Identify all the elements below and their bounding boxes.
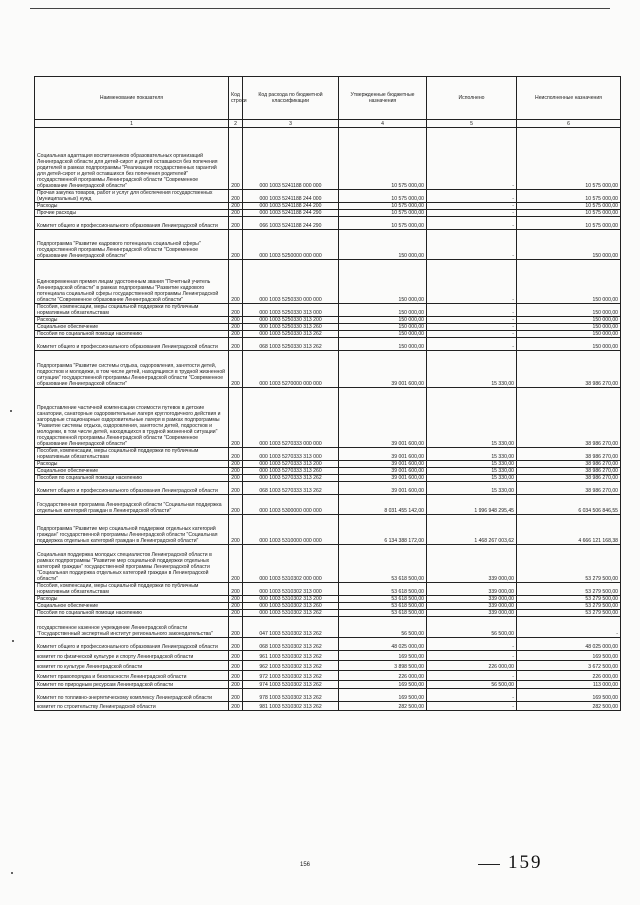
- row-executed-amount: -: [427, 338, 517, 351]
- row-indicator-name: Социальное обеспечение: [35, 324, 229, 331]
- row-unexecuted-amount: 38 986 270,00: [517, 475, 621, 482]
- row-executed-amount: 56 500,00: [427, 617, 517, 638]
- row-indicator-name: Пособия, компенсации, меры социальной поддержки по публичным нормативным обязательствам: [35, 304, 229, 317]
- row-budget-code: 000 1003 5241188 244 200: [243, 203, 339, 210]
- row-approved-amount: 3 898 500,00: [339, 661, 427, 671]
- row-line-code: 200: [229, 128, 243, 190]
- table-row: [35, 338, 621, 351]
- row-unexecuted-amount: 38 986 270,00: [517, 461, 621, 468]
- row-unexecuted-amount: 38 986 270,00: [517, 351, 621, 388]
- row-line-code: 200: [229, 210, 243, 217]
- row-unexecuted-amount: 38 986 270,00: [517, 482, 621, 495]
- table-row: [35, 651, 621, 661]
- row-approved-amount: 10 575 000,00: [339, 210, 427, 217]
- row-executed-amount: -: [427, 128, 517, 190]
- row-indicator-name: Комитет общего и профессионального образования Ленинградской области: [35, 482, 229, 495]
- row-budget-code: 000 1003 5310302 313 260: [243, 603, 339, 610]
- row-executed-amount: -: [427, 638, 517, 651]
- row-line-code: 200: [229, 475, 243, 482]
- row-line-code: 200: [229, 702, 243, 711]
- row-line-code: 200: [229, 203, 243, 210]
- table-row: [35, 610, 621, 617]
- budget-execution-table: [34, 76, 621, 711]
- row-line-code: 200: [229, 317, 243, 324]
- row-executed-amount: 1 996 948 295,45: [427, 495, 517, 515]
- row-executed-amount: -: [427, 671, 517, 681]
- row-unexecuted-amount: 38 986 270,00: [517, 388, 621, 448]
- stamp-dash: [478, 864, 500, 865]
- table-row: [35, 661, 621, 671]
- row-budget-code: 000 1003 5250330 313 260: [243, 324, 339, 331]
- row-budget-code: 068 1003 5250330 313 262: [243, 338, 339, 351]
- table-row: [35, 596, 621, 603]
- table-row: [35, 324, 621, 331]
- row-indicator-name: Расходы: [35, 317, 229, 324]
- row-line-code: 200: [229, 468, 243, 475]
- row-indicator-name: Пособия, компенсации, меры социальной поддержки по публичным нормативным обязательствам: [35, 583, 229, 596]
- row-executed-amount: -: [427, 260, 517, 304]
- page-number: 156: [300, 862, 311, 868]
- table-row: [35, 689, 621, 702]
- row-budget-code: 000 1003 5310302 313 262: [243, 610, 339, 617]
- row-approved-amount: 53 618 500,00: [339, 610, 427, 617]
- table-row: [35, 482, 621, 495]
- table-row: [35, 671, 621, 681]
- row-budget-code: 000 1003 5310302 000 000: [243, 545, 339, 583]
- row-budget-code: 000 1003 5250330 313 262: [243, 331, 339, 338]
- row-indicator-name: Подпрограмма "Развитие мер социальной поддержки отдельных категорий граждан" государственной программы Ленинградской области "Социальная поддержка отдельных категорий граждан в Ленинградской области": [35, 515, 229, 545]
- column-number: 3: [243, 120, 339, 128]
- row-unexecuted-amount: 150 000,00: [517, 324, 621, 331]
- row-line-code: 200: [229, 190, 243, 203]
- header-approved: Утвержденные бюджетные назначения: [339, 77, 427, 120]
- row-line-code: 200: [229, 338, 243, 351]
- row-indicator-name: Комитет правопорядка и безопасности Ленинградской области: [35, 671, 229, 681]
- row-budget-code: 000 1003 5310000 000 000: [243, 515, 339, 545]
- table-row: [35, 515, 621, 545]
- row-executed-amount: 15 330,00: [427, 351, 517, 388]
- column-number: 2: [229, 120, 243, 128]
- row-executed-amount: -: [427, 203, 517, 210]
- row-line-code: 200: [229, 545, 243, 583]
- row-approved-amount: 169 500,00: [339, 689, 427, 702]
- row-unexecuted-amount: 282 500,00: [517, 702, 621, 711]
- row-indicator-name: Комитет по природным ресурсам Ленинградской области: [35, 681, 229, 689]
- row-approved-amount: 39 001 600,00: [339, 448, 427, 461]
- row-indicator-name: Комитет общего и профессионального образования Ленинградской области: [35, 638, 229, 651]
- row-executed-amount: -: [427, 217, 517, 230]
- row-executed-amount: 339 000,00: [427, 545, 517, 583]
- row-budget-code: 000 1003 5310302 313 000: [243, 583, 339, 596]
- table-row: [35, 331, 621, 338]
- row-approved-amount: 150 000,00: [339, 230, 427, 260]
- row-budget-code: 000 1003 5250330 313 000: [243, 304, 339, 317]
- row-executed-amount: 56 500,00: [427, 681, 517, 689]
- scan-speck: [12, 640, 14, 642]
- row-executed-amount: -: [427, 651, 517, 661]
- table-row: [35, 317, 621, 324]
- row-indicator-name: Прочие расходы: [35, 210, 229, 217]
- row-unexecuted-amount: 48 025 000,00: [517, 638, 621, 651]
- row-line-code: 200: [229, 482, 243, 495]
- row-budget-code: 000 1003 5241188 000 000: [243, 128, 339, 190]
- row-approved-amount: 39 001 600,00: [339, 468, 427, 475]
- row-approved-amount: 48 025 000,00: [339, 638, 427, 651]
- row-unexecuted-amount: 53 279 500,00: [517, 603, 621, 610]
- row-line-code: 200: [229, 388, 243, 448]
- table-row: [35, 681, 621, 689]
- header-executed: Исполнено: [427, 77, 517, 120]
- row-approved-amount: 39 001 600,00: [339, 461, 427, 468]
- scan-speck: [11, 872, 13, 874]
- row-unexecuted-amount: 150 000,00: [517, 230, 621, 260]
- row-indicator-name: Подпрограмма "Развитие кадрового потенциала социальной сферы" государственной программы Ленинградской области "Современное образование Ленинградской области": [35, 230, 229, 260]
- row-budget-code: 047 1003 5310302 313 262: [243, 617, 339, 638]
- row-indicator-name: Пособия по социальной помощи населению: [35, 610, 229, 617]
- row-line-code: 200: [229, 583, 243, 596]
- row-indicator-name: комитет по культуре Ленинградской области: [35, 661, 229, 671]
- row-budget-code: 000 1003 5250330 000 000: [243, 260, 339, 304]
- row-approved-amount: 53 618 500,00: [339, 596, 427, 603]
- row-line-code: 200: [229, 304, 243, 317]
- row-line-code: 200: [229, 651, 243, 661]
- row-approved-amount: 10 575 000,00: [339, 128, 427, 190]
- row-indicator-name: Государственная программа Ленинградской области "Социальная поддержка отдельных категорий граждан в Ленинградской области": [35, 495, 229, 515]
- row-budget-code: 000 1003 5270333 313 262: [243, 475, 339, 482]
- row-line-code: 200: [229, 617, 243, 638]
- row-executed-amount: 15 330,00: [427, 461, 517, 468]
- row-executed-amount: 1 468 267 003,62: [427, 515, 517, 545]
- row-indicator-name: Единовременная премия лицам удостоенным звания "Почетный учитель Ленинградской области" в рамках подпрограммы "Развитие кадрового потенциала социальной сферы государственной программы Ленинградской области "Современное образование Ленинградской области": [35, 260, 229, 304]
- row-executed-amount: 15 330,00: [427, 482, 517, 495]
- row-unexecuted-amount: 3 672 500,00: [517, 661, 621, 671]
- row-executed-amount: -: [427, 210, 517, 217]
- row-line-code: 200: [229, 671, 243, 681]
- column-number: 1: [35, 120, 229, 128]
- table-row: [35, 203, 621, 210]
- row-executed-amount: -: [427, 317, 517, 324]
- row-budget-code: 068 1003 5270333 313 262: [243, 482, 339, 495]
- row-budget-code: 000 1003 5300000 000 000: [243, 495, 339, 515]
- row-executed-amount: 15 330,00: [427, 388, 517, 448]
- row-indicator-name: комитет по строительству Ленинградской области: [35, 702, 229, 711]
- row-approved-amount: 150 000,00: [339, 338, 427, 351]
- row-unexecuted-amount: 6 034 506 846,55: [517, 495, 621, 515]
- column-number-row: [35, 120, 621, 128]
- header-line-code: Код строки: [229, 77, 243, 120]
- table-row: [35, 545, 621, 583]
- row-line-code: 200: [229, 331, 243, 338]
- table-row: [35, 638, 621, 651]
- table-row: [35, 351, 621, 388]
- row-indicator-name: Пособия по социальной помощи населению: [35, 331, 229, 338]
- row-unexecuted-amount: 169 500,00: [517, 689, 621, 702]
- row-unexecuted-amount: 53 279 500,00: [517, 596, 621, 603]
- row-line-code: 200: [229, 351, 243, 388]
- row-indicator-name: Пособия по социальной помощи населению: [35, 475, 229, 482]
- row-budget-code: 000 1003 5241188 244 000: [243, 190, 339, 203]
- row-unexecuted-amount: 150 000,00: [517, 304, 621, 317]
- header-row: [35, 77, 621, 120]
- row-unexecuted-amount: 4 666 121 168,38: [517, 515, 621, 545]
- row-approved-amount: 282 500,00: [339, 702, 427, 711]
- row-approved-amount: 53 618 500,00: [339, 545, 427, 583]
- row-budget-code: 000 1003 5250330 313 200: [243, 317, 339, 324]
- row-unexecuted-amount: 150 000,00: [517, 260, 621, 304]
- row-approved-amount: 150 000,00: [339, 304, 427, 317]
- row-indicator-name: Предоставление частичной компенсации стоимости путевок в детские санатории, санаторные оздоровительные лагеря круглогодичного действия и загородные стационарные оздоровительные лагеря в рамках подпрограммы "Развитие системы отдыха, оздоровления, занятости детей, подростков и молодежи, в том числе детей, находящихся в трудной жизненной ситуации" государственной программы Ленинградской области "Современное образование Ленинградской области": [35, 388, 229, 448]
- row-unexecuted-amount: 10 575 000,00: [517, 190, 621, 203]
- row-executed-amount: 339 000,00: [427, 610, 517, 617]
- row-unexecuted-amount: 10 575 000,00: [517, 217, 621, 230]
- row-approved-amount: 169 500,00: [339, 681, 427, 689]
- row-unexecuted-amount: -: [517, 617, 621, 638]
- row-approved-amount: 39 001 600,00: [339, 482, 427, 495]
- row-budget-code: 000 1003 5270333 313 000: [243, 448, 339, 461]
- row-budget-code: 000 1003 5250000 000 000: [243, 230, 339, 260]
- row-approved-amount: 10 575 000,00: [339, 217, 427, 230]
- row-budget-code: 000 1003 5310302 313 200: [243, 596, 339, 603]
- row-approved-amount: 150 000,00: [339, 324, 427, 331]
- row-unexecuted-amount: 150 000,00: [517, 317, 621, 324]
- row-approved-amount: 10 575 000,00: [339, 190, 427, 203]
- row-budget-code: 961 1003 5310302 313 262: [243, 651, 339, 661]
- row-indicator-name: Социальная поддержка молодых специалистов Ленинградской области в рамках подпрограммы "Развитие мер социальной поддержки отдельных категорий граждан" государственной программы Ленинградской области "Социальная поддержка отдельных категорий граждан в Ленинградской области": [35, 545, 229, 583]
- row-unexecuted-amount: 10 575 000,00: [517, 210, 621, 217]
- row-executed-amount: 15 330,00: [427, 448, 517, 461]
- table-row: [35, 603, 621, 610]
- table-row: [35, 260, 621, 304]
- stamped-page-number: 159: [508, 852, 543, 873]
- scan-speck: [10, 410, 12, 412]
- row-unexecuted-amount: 10 575 000,00: [517, 128, 621, 190]
- row-approved-amount: 39 001 600,00: [339, 351, 427, 388]
- row-executed-amount: 339 000,00: [427, 596, 517, 603]
- header-unexecuted: Неисполненные назначения: [517, 77, 621, 120]
- row-budget-code: 000 1003 5270333 313 260: [243, 468, 339, 475]
- row-budget-code: 068 1003 5310302 313 262: [243, 638, 339, 651]
- row-approved-amount: 39 001 600,00: [339, 388, 427, 448]
- row-budget-code: 974 1003 5310302 313 262: [243, 681, 339, 689]
- column-number: 5: [427, 120, 517, 128]
- row-indicator-name: Комитет общего и профессионального образования Ленинградской области: [35, 338, 229, 351]
- row-executed-amount: 226 000,00: [427, 661, 517, 671]
- row-line-code: 200: [229, 603, 243, 610]
- row-approved-amount: 10 575 000,00: [339, 203, 427, 210]
- row-unexecuted-amount: 10 575 000,00: [517, 203, 621, 210]
- row-indicator-name: Социальное обеспечение: [35, 603, 229, 610]
- row-line-code: 200: [229, 324, 243, 331]
- row-indicator-name: Прочая закупка товаров, работ и услуг для обеспечения государственных (муниципальных) нужд: [35, 190, 229, 203]
- row-unexecuted-amount: 53 279 500,00: [517, 583, 621, 596]
- row-indicator-name: Социальная адаптация воспитанников образовательных организаций Ленинградской области для детей-сирот и детей оставшихся без попечения родителей в рамках подпрограммы "Реализация государственных гарантий для детей-сирот и детей оставшихся без попечения родителей" государственной программы Ленинградской области "Современное образование Ленинградской области": [35, 128, 229, 190]
- row-line-code: 200: [229, 689, 243, 702]
- table-row: [35, 461, 621, 468]
- row-indicator-name: Расходы: [35, 596, 229, 603]
- row-indicator-name: Пособия, компенсации, меры социальной поддержки по публичным нормативным обязательствам: [35, 448, 229, 461]
- row-indicator-name: Социальное обеспечение: [35, 468, 229, 475]
- budget-table-page: [34, 76, 620, 711]
- row-approved-amount: 150 000,00: [339, 317, 427, 324]
- row-approved-amount: 39 001 600,00: [339, 475, 427, 482]
- row-unexecuted-amount: 150 000,00: [517, 331, 621, 338]
- column-number: 4: [339, 120, 427, 128]
- row-approved-amount: 8 031 455 142,00: [339, 495, 427, 515]
- table-body: [35, 128, 621, 711]
- table-row: [35, 388, 621, 448]
- row-budget-code: 000 1003 5270000 000 000: [243, 351, 339, 388]
- row-line-code: 200: [229, 610, 243, 617]
- row-indicator-name: Расходы: [35, 461, 229, 468]
- row-budget-code: 962 1003 5310302 313 262: [243, 661, 339, 671]
- row-unexecuted-amount: 53 279 500,00: [517, 610, 621, 617]
- row-executed-amount: -: [427, 689, 517, 702]
- row-unexecuted-amount: 150 000,00: [517, 338, 621, 351]
- column-number: 6: [517, 120, 621, 128]
- row-budget-code: 972 1003 5310302 313 262: [243, 671, 339, 681]
- table-row: [35, 128, 621, 190]
- row-unexecuted-amount: 113 000,00: [517, 681, 621, 689]
- row-budget-code: 978 1003 5310302 313 262: [243, 689, 339, 702]
- row-executed-amount: -: [427, 190, 517, 203]
- row-line-code: 200: [229, 596, 243, 603]
- row-executed-amount: -: [427, 331, 517, 338]
- row-line-code: 200: [229, 260, 243, 304]
- row-executed-amount: -: [427, 324, 517, 331]
- row-unexecuted-amount: 226 000,00: [517, 671, 621, 681]
- row-budget-code: 066 1003 5241188 244 290: [243, 217, 339, 230]
- table-row: [35, 468, 621, 475]
- row-line-code: 200: [229, 495, 243, 515]
- table-row: [35, 702, 621, 711]
- row-line-code: 200: [229, 230, 243, 260]
- top-rule: [30, 8, 610, 9]
- row-indicator-name: Расходы: [35, 203, 229, 210]
- row-executed-amount: 339 000,00: [427, 603, 517, 610]
- row-unexecuted-amount: 38 986 270,00: [517, 468, 621, 475]
- table-row: [35, 304, 621, 317]
- row-approved-amount: 169 500,00: [339, 651, 427, 661]
- table-row: [35, 617, 621, 638]
- row-line-code: 200: [229, 448, 243, 461]
- row-indicator-name: комитет по физической культуре и спорту Ленинградской области: [35, 651, 229, 661]
- row-approved-amount: 6 134 388 172,00: [339, 515, 427, 545]
- row-indicator-name: Подпрограмма "Развитие системы отдыха, оздоровления, занятости детей, подростков и молодежи, в том числе детей, находящихся в трудной жизненной ситуации" государственной программы Ленинградской области "Современное образование Ленинградской области": [35, 351, 229, 388]
- row-executed-amount: -: [427, 702, 517, 711]
- table-row: [35, 190, 621, 203]
- row-line-code: 200: [229, 638, 243, 651]
- row-line-code: 200: [229, 217, 243, 230]
- row-line-code: 200: [229, 515, 243, 545]
- table-row: [35, 583, 621, 596]
- row-unexecuted-amount: 38 986 270,00: [517, 448, 621, 461]
- row-budget-code: 000 1003 5270333 000 000: [243, 388, 339, 448]
- row-line-code: 200: [229, 661, 243, 671]
- row-budget-code: 000 1003 5270333 313 200: [243, 461, 339, 468]
- row-line-code: 200: [229, 681, 243, 689]
- table-row: [35, 448, 621, 461]
- row-unexecuted-amount: 53 279 500,00: [517, 545, 621, 583]
- row-executed-amount: 339 000,00: [427, 583, 517, 596]
- table-row: [35, 210, 621, 217]
- table-row: [35, 217, 621, 230]
- row-approved-amount: 53 618 500,00: [339, 603, 427, 610]
- row-budget-code: 000 1003 5241188 244 290: [243, 210, 339, 217]
- table-row: [35, 475, 621, 482]
- header-budget-code: Код расхода по бюджетной классификации: [243, 77, 339, 120]
- row-indicator-name: Комитет по топливно-энергетическому комплексу Ленинградской области: [35, 689, 229, 702]
- row-indicator-name: государственное казенное учреждение Ленинградской области "Государственный экспертный институт регионального законодательства": [35, 617, 229, 638]
- row-unexecuted-amount: 169 500,00: [517, 651, 621, 661]
- row-executed-amount: -: [427, 230, 517, 260]
- row-indicator-name: Комитет общего и профессионального образования Ленинградской области: [35, 217, 229, 230]
- header-indicator-name: Наименование показателя: [35, 77, 229, 120]
- row-approved-amount: 150 000,00: [339, 260, 427, 304]
- row-approved-amount: 53 618 500,00: [339, 583, 427, 596]
- row-approved-amount: 226 000,00: [339, 671, 427, 681]
- table-row: [35, 230, 621, 260]
- row-budget-code: 981 1003 5310302 313 262: [243, 702, 339, 711]
- row-executed-amount: 15 330,00: [427, 475, 517, 482]
- row-executed-amount: -: [427, 304, 517, 317]
- row-approved-amount: 150 000,00: [339, 331, 427, 338]
- row-line-code: 200: [229, 461, 243, 468]
- row-executed-amount: 15 330,00: [427, 468, 517, 475]
- table-row: [35, 495, 621, 515]
- row-approved-amount: 56 500,00: [339, 617, 427, 638]
